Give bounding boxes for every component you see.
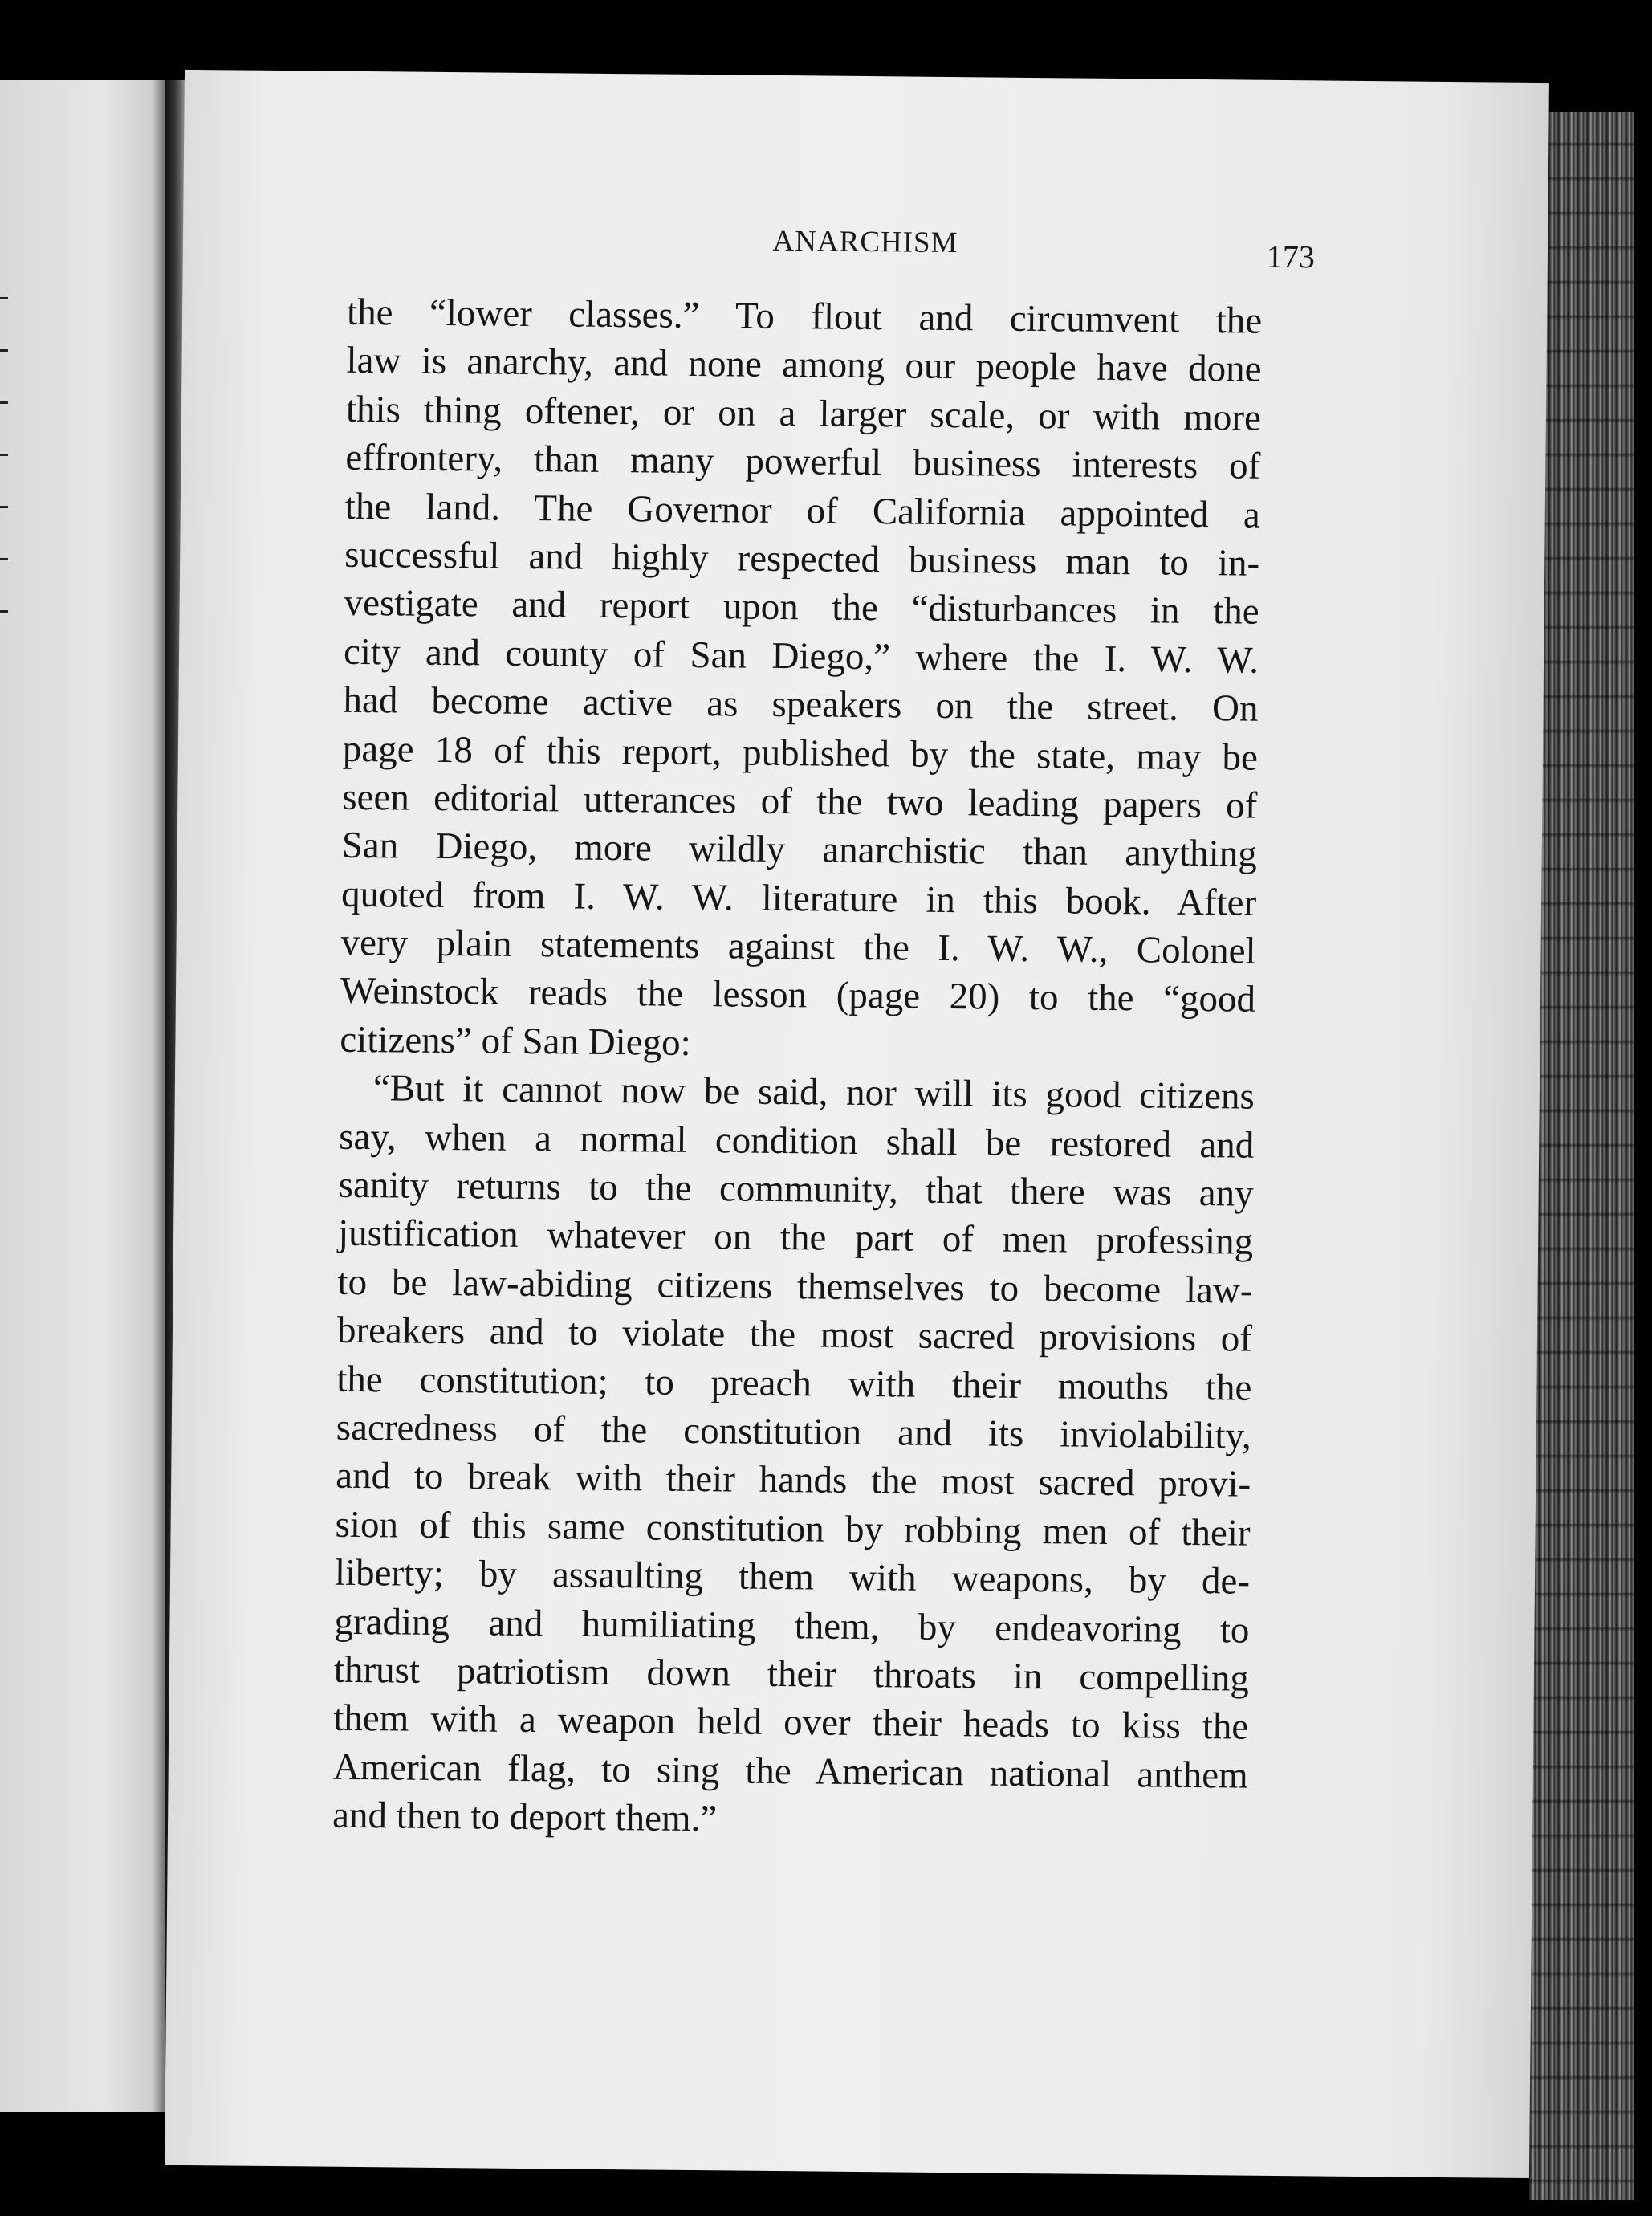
text-line: city and county of San Diego,” where the I. W. W.: [343, 630, 1259, 682]
text-line: Weinstock reads the lesson (page 20) to the “good: [340, 970, 1256, 1021]
text-line: sanity returns to the community, that there was any: [338, 1163, 1254, 1215]
text-line: vestigate and report upon the “disturbances in the: [344, 582, 1259, 633]
text-line: sion of this same constitution by robbing men of their: [335, 1503, 1251, 1554]
text-line: “But it cannot now be said, nor will its good citizens: [372, 1067, 1255, 1118]
paragraph-2-quotation: [332, 1064, 1255, 1848]
text-line: them with a weapon held over their heads to kiss the: [333, 1697, 1249, 1748]
text-line: this thing oftener, or on a larger scale, or with more: [345, 388, 1262, 439]
page-number: 173: [1266, 238, 1316, 275]
text-line: seen editorial utterances of the two leading papers of: [342, 776, 1258, 827]
text-line: grading and humiliating them, by endeavoring to: [334, 1600, 1250, 1652]
text-line: justification whatever on the part of men professing: [337, 1212, 1254, 1264]
text-line: law is anarchy, and none among our people have done: [346, 340, 1262, 391]
text-line: say, when a normal condition shall be restored and: [339, 1115, 1255, 1167]
text-line: San Diego, more wildly anarchistic than anything: [341, 825, 1257, 876]
facing-page-text-fragments: [0, 297, 11, 658]
text-line: and to break with their hands the most sacred provi-: [335, 1455, 1251, 1506]
text-line: American flag, to sing the American national anthem: [332, 1746, 1248, 1797]
text-line: thrust patriotism down their throats in compelling: [333, 1648, 1250, 1700]
paragraph-1: [340, 288, 1262, 1073]
text-line: to be law-abiding citizens themselves to become law-: [337, 1261, 1253, 1312]
text-line: successful and highly respected business man to in-: [344, 533, 1260, 585]
text-line: the “lower classes.” To flout and circumvent the: [346, 291, 1263, 342]
text-line: sacredness of the constitution and its inviolability,: [336, 1406, 1252, 1457]
text-line: effrontery, than many powerful business interests of: [345, 436, 1261, 487]
text-line: page 18 of this report, published by the state, may be: [342, 727, 1259, 779]
facing-page-edge: [0, 80, 169, 2112]
running-head: ANARCHISM: [772, 224, 958, 260]
text-line: citizens” of San Diego:: [340, 1018, 691, 1064]
book-page: [165, 70, 1549, 2178]
page-body: [332, 288, 1262, 1848]
text-line: very plain statements against the I. W. W., Colonel: [340, 921, 1256, 972]
text-line: had become active as speakers on the street. On: [343, 678, 1259, 730]
text-line: quoted from I. W. W. literature in this book. After: [340, 873, 1257, 924]
text-line: the land. The Governor of California appointed a: [344, 485, 1261, 536]
text-line: the constitution; to preach with their mouths the: [336, 1358, 1252, 1409]
text-line: and then to deport them.”: [332, 1794, 718, 1840]
text-line: breakers and to violate the most sacred provisions of: [336, 1309, 1253, 1360]
text-line: liberty; by assaulting them with weapons, by de-: [334, 1551, 1251, 1603]
